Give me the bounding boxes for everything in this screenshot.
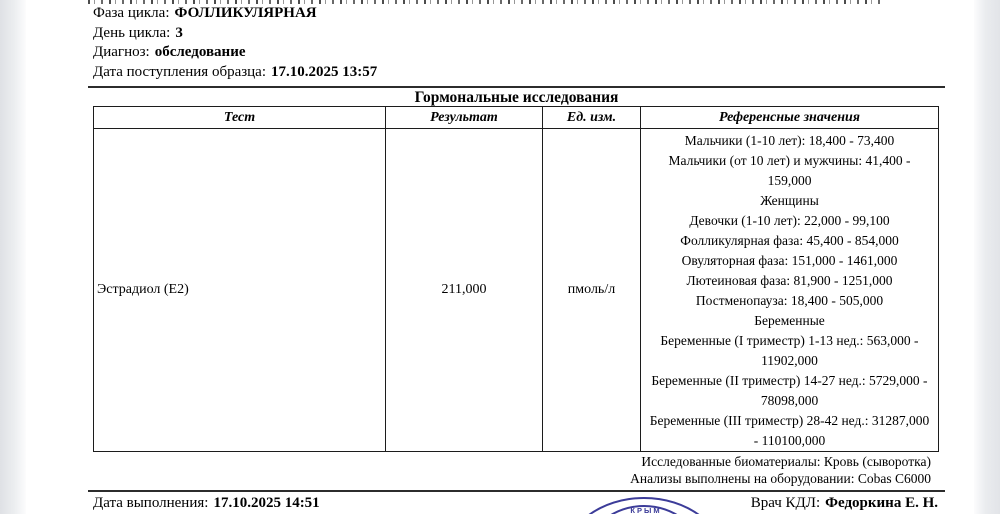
diagnosis-value: обследование [154, 44, 246, 60]
cycle-phase-label: Фаза цикла: [93, 5, 170, 21]
table-header-row [94, 107, 939, 129]
reference-line: Беременные (III триместр) 28-42 нед.: 31287,000 - 110100,000 [649, 413, 930, 448]
report-body [88, 0, 945, 512]
table-row [94, 129, 939, 452]
unit-cell: пмоль/л [543, 129, 641, 452]
execution-date-line [93, 494, 320, 512]
execution-date-value: 17.10.2025 14:51 [213, 495, 320, 511]
doctor-line [751, 494, 938, 512]
reference-line: Беременные (I триместр) 1-13 нед.: 563,000 - 11902,000 [660, 333, 919, 368]
sample-received-value: 17.10.2025 13:57 [271, 63, 378, 80]
cycle-day-value: 3 [175, 24, 183, 41]
reference-line: Лютеиновая фаза: 81,900 - 1251,000 [686, 273, 893, 288]
section-title: Гормональные исследования [414, 89, 619, 106]
viewer-left-gutter [0, 0, 26, 514]
test-name-cell: Эстрадиол (Е2) [94, 129, 386, 452]
sample-received-line [88, 63, 945, 83]
results-table [93, 106, 939, 452]
result-value-cell: 211,000 [386, 129, 543, 452]
reference-line: Фолликулярная фаза: 45,400 - 854,000 [680, 233, 899, 248]
column-header-test: Тест [94, 107, 386, 129]
stamp-text: КРЫМ [630, 506, 662, 514]
reference-line: Женщины [760, 193, 819, 208]
cycle-day-line [88, 24, 945, 44]
reference-line: Девочки (1-10 лет): 22,000 - 99,100 [689, 213, 890, 228]
doctor-label: Врач КДЛ: [750, 495, 821, 511]
viewer-right-gutter [974, 0, 1000, 514]
sample-received-label: Дата поступления образца: [93, 63, 267, 80]
doctor-name: Федоркина Е. Н. [825, 495, 938, 511]
reference-line: Беременные [754, 313, 825, 328]
column-header-result: Результат [386, 107, 543, 129]
footer-divider [88, 490, 945, 492]
reference-line: Постменопауза: 18,400 - 505,000 [695, 293, 884, 308]
execution-date-label: Дата выполнения: [93, 495, 209, 511]
cycle-phase-value: ФОЛЛИКУЛЯРНАЯ [174, 5, 317, 21]
diagnosis-label: Диагноз: [93, 44, 150, 60]
equipment-note: Анализы выполнены на оборудовании: Cobas C6000 [630, 470, 931, 486]
column-header-unit: Ед. изм. [543, 107, 641, 129]
reference-values-cell [641, 129, 939, 452]
cycle-phase-line [88, 4, 945, 24]
column-header-reference: Референсные значения [641, 107, 939, 129]
biomaterials-note: Исследованные биоматериалы: Кровь (сыворотка) [641, 454, 931, 469]
footer-row [88, 494, 945, 512]
reference-line: Беременные (II триместр) 14-27 нед.: 5729,000 - 78098,000 [651, 373, 928, 408]
reference-line: Мальчики (от 10 лет) и мужчины: 41,400 - 159,000 [668, 153, 911, 188]
post-table-notes [88, 454, 938, 487]
cycle-day-label: День цикла: [93, 24, 171, 41]
reference-line: Мальчики (1-10 лет): 18,400 - 73,400 [684, 133, 895, 148]
reference-line: Овуляторная фаза: 151,000 - 1461,000 [681, 253, 898, 268]
diagnosis-line [88, 43, 945, 63]
